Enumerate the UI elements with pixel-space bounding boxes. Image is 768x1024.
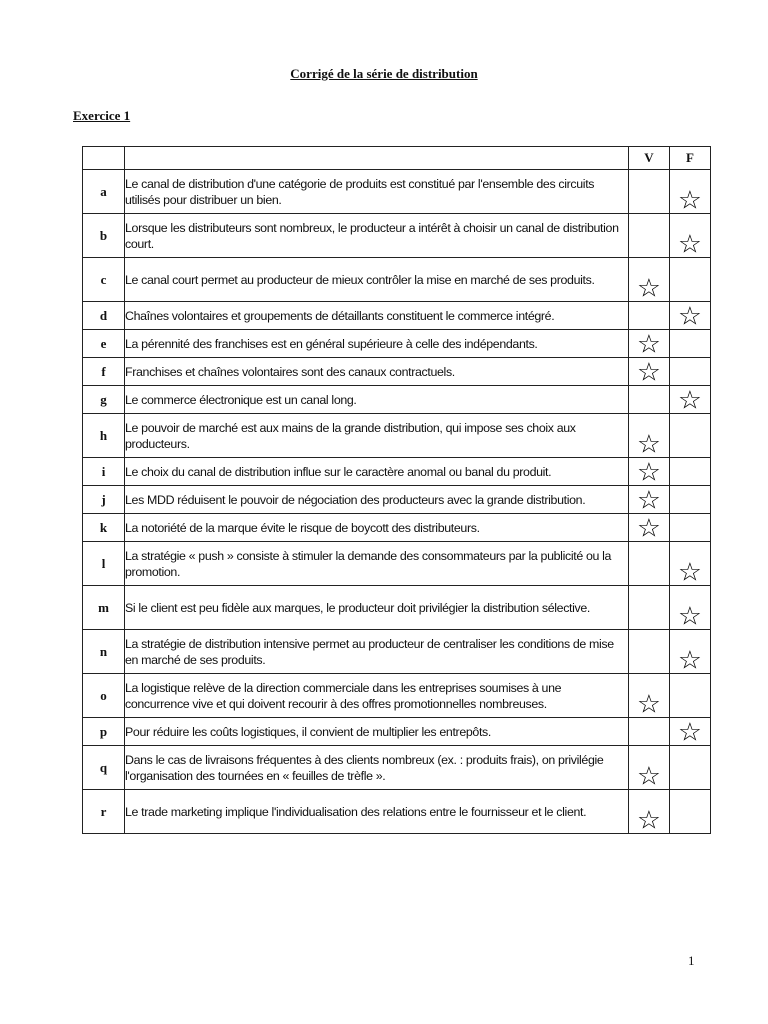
row-letter: b: [83, 214, 125, 258]
star-icon: ☆: [636, 689, 662, 719]
true-cell: [629, 746, 670, 790]
row-letter: a: [83, 170, 125, 214]
false-cell: [670, 330, 711, 358]
false-cell: [670, 486, 711, 514]
true-cell: [629, 514, 670, 542]
row-statement: La stratégie de distribution intensive permet au producteur de centraliser les conditions de mise en marché de ses produits.: [125, 630, 629, 674]
row-statement: Le pouvoir de marché est aux mains de la grande distribution, qui impose ses choix aux producteurs.: [125, 414, 629, 458]
table-row: [83, 458, 711, 486]
false-cell: [670, 514, 711, 542]
header-blank-cell: [83, 147, 125, 170]
row-statement: Le canal court permet au producteur de mieux contrôler la mise en marché de ses produits.: [125, 258, 629, 302]
row-statement: Lorsque les distributeurs sont nombreux, le producteur a intérêt à choisir un canal de distribution court.: [125, 214, 629, 258]
table-row: [83, 514, 711, 542]
exercise-heading: Exercice 1: [73, 108, 131, 123]
false-cell: [670, 358, 711, 386]
answer-table: [82, 146, 711, 834]
table-row: [83, 414, 711, 458]
false-cell: [670, 718, 711, 746]
row-statement: La stratégie « push » consiste à stimuler la demande des consommateurs par la publicité ou la promotion.: [125, 542, 629, 586]
row-statement: Les MDD réduisent le pouvoir de négociation des producteurs avec la grande distribution.: [125, 486, 629, 514]
true-cell: [629, 486, 670, 514]
row-statement: La pérennité des franchises est en général supérieure à celle des indépendants.: [125, 330, 629, 358]
table-body: [83, 170, 711, 834]
table-row: [83, 542, 711, 586]
true-cell: [629, 258, 670, 302]
table-row: [83, 214, 711, 258]
row-statement: Dans le cas de livraisons fréquentes à des clients nombreux (ex. : produits frais), on privilégie l'organisation des tournées en « feuilles de trèfle ».: [125, 746, 629, 790]
star-icon: ☆: [636, 429, 662, 459]
table-row: [83, 486, 711, 514]
page-number: 1: [688, 953, 695, 968]
true-cell: [629, 330, 670, 358]
row-statement: La notoriété de la marque évite le risque de boycott des distributeurs.: [125, 514, 629, 542]
false-cell: [670, 586, 711, 630]
table-row: [83, 586, 711, 630]
row-statement: Chaînes volontaires et groupements de détaillants constituent le commerce intégré.: [125, 302, 629, 330]
row-letter: j: [83, 486, 125, 514]
true-cell: [629, 630, 670, 674]
star-icon: ☆: [677, 717, 703, 747]
row-statement: Pour réduire les coûts logistiques, il convient de multiplier les entrepôts.: [125, 718, 629, 746]
row-letter: k: [83, 514, 125, 542]
table-row: [83, 302, 711, 330]
row-letter: r: [83, 790, 125, 834]
star-icon: ☆: [636, 357, 662, 387]
row-letter: n: [83, 630, 125, 674]
table-row: [83, 386, 711, 414]
star-icon: ☆: [636, 513, 662, 543]
row-letter: l: [83, 542, 125, 586]
true-cell: [629, 718, 670, 746]
row-statement: Le trade marketing implique l'individualisation des relations entre le fournisseur et le client.: [125, 790, 629, 834]
header-true: V: [629, 147, 670, 170]
star-icon: ☆: [677, 229, 703, 259]
table-row: [83, 790, 711, 834]
header-blank-cell: [125, 147, 629, 170]
row-statement: Si le client est peu fidèle aux marques, le producteur doit privilégier la distribution sélective.: [125, 586, 629, 630]
table-row: [83, 330, 711, 358]
false-cell: [670, 302, 711, 330]
false-cell: [670, 170, 711, 214]
row-letter: d: [83, 302, 125, 330]
row-letter: g: [83, 386, 125, 414]
star-icon: ☆: [636, 485, 662, 515]
true-cell: [629, 790, 670, 834]
star-icon: ☆: [636, 329, 662, 359]
star-icon: ☆: [677, 601, 703, 631]
star-icon: ☆: [636, 761, 662, 791]
row-letter: e: [83, 330, 125, 358]
row-letter: i: [83, 458, 125, 486]
row-letter: f: [83, 358, 125, 386]
false-cell: [670, 746, 711, 790]
row-statement: La logistique relève de la direction commerciale dans les entreprises soumises à une concurrence vive et qui doivent recourir à des offres promotionnelles nombreuses.: [125, 674, 629, 718]
document-title: Corrigé de la série de distribution: [290, 66, 478, 81]
false-cell: [670, 414, 711, 458]
table-row: [83, 258, 711, 302]
star-icon: ☆: [677, 301, 703, 331]
star-icon: ☆: [677, 557, 703, 587]
star-icon: ☆: [636, 805, 662, 835]
true-cell: [629, 358, 670, 386]
star-icon: ☆: [677, 185, 703, 215]
row-statement: Franchises et chaînes volontaires sont des canaux contractuels.: [125, 358, 629, 386]
row-statement: Le canal de distribution d'une catégorie de produits est constitué par l'ensemble des circuits utilisés pour distribuer un bien.: [125, 170, 629, 214]
table-row: [83, 358, 711, 386]
row-letter: c: [83, 258, 125, 302]
false-cell: [670, 386, 711, 414]
table-row: [83, 170, 711, 214]
true-cell: [629, 414, 670, 458]
true-cell: [629, 214, 670, 258]
star-icon: ☆: [636, 457, 662, 487]
false-cell: [670, 674, 711, 718]
table-header-row: [83, 147, 711, 170]
star-icon: ☆: [636, 273, 662, 303]
false-cell: [670, 630, 711, 674]
false-cell: [670, 790, 711, 834]
true-cell: [629, 586, 670, 630]
false-cell: [670, 458, 711, 486]
true-cell: [629, 674, 670, 718]
false-cell: [670, 214, 711, 258]
header-false: F: [670, 147, 711, 170]
true-cell: [629, 170, 670, 214]
table-row: [83, 630, 711, 674]
star-icon: ☆: [677, 645, 703, 675]
table-row: [83, 718, 711, 746]
table-row: [83, 746, 711, 790]
row-letter: m: [83, 586, 125, 630]
star-icon: ☆: [677, 385, 703, 415]
true-cell: [629, 302, 670, 330]
row-statement: Le choix du canal de distribution influe sur le caractère anomal ou banal du produit.: [125, 458, 629, 486]
true-cell: [629, 386, 670, 414]
false-cell: [670, 542, 711, 586]
row-letter: p: [83, 718, 125, 746]
row-letter: q: [83, 746, 125, 790]
true-cell: [629, 542, 670, 586]
table-row: [83, 674, 711, 718]
row-letter: o: [83, 674, 125, 718]
row-letter: h: [83, 414, 125, 458]
false-cell: [670, 258, 711, 302]
row-statement: Le commerce électronique est un canal long.: [125, 386, 629, 414]
true-cell: [629, 458, 670, 486]
